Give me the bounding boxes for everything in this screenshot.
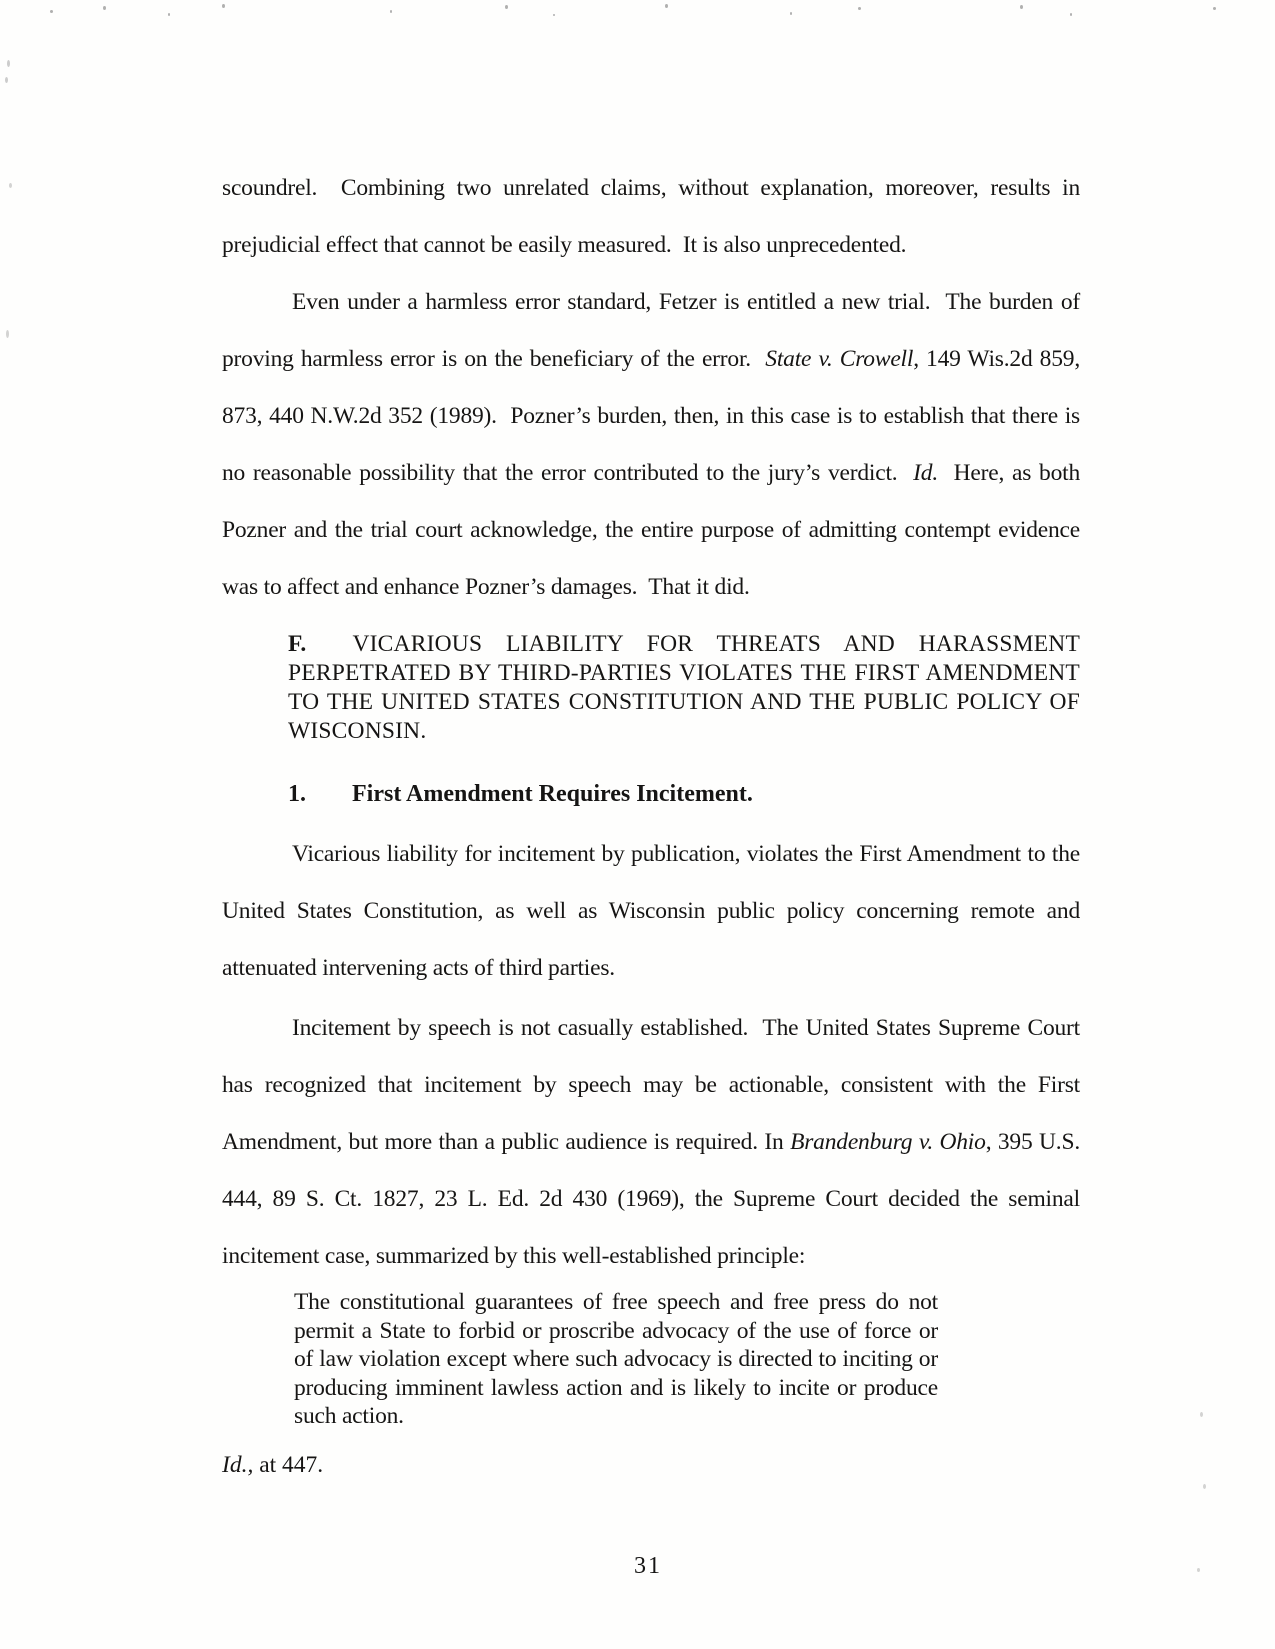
citation-page: at 447.	[253, 1452, 324, 1478]
paragraph-continuation	[222, 160, 1080, 274]
scan-speck	[790, 12, 792, 15]
paragraph-incitement	[222, 1000, 1080, 1285]
scan-speck	[1197, 1568, 1200, 1572]
subsection-heading-text: First Amendment Requires Incitement.	[352, 781, 753, 807]
id-citation: Id.	[913, 460, 938, 486]
scan-speck	[5, 77, 8, 83]
scan-speck	[7, 60, 10, 67]
scan-speck	[6, 330, 9, 338]
scan-speck	[1070, 13, 1072, 16]
section-heading-text: VICARIOUS LIABILITY FOR THREATS AND HARASSMENT PERPETRATED BY THIRD-PARTIES VIOLATES THE FIRST AMENDMENT TO THE UNITED STATES CONSTITUTION AND THE PUBLIC POLICY OF WISCONSIN.	[288, 631, 1080, 744]
paragraph-text: scoundrel. Combining two unrelated claims, without explanation, moreover, results in prejudicial effect that cannot be easily measured. It is also unprecedented.	[222, 175, 1080, 258]
scan-speck	[390, 10, 392, 13]
scan-speck	[222, 4, 225, 8]
paragraph-text: , 395 U.S. 444, 89 S. Ct. 1827, 23 L. Ed. 2d 430 (1969), the Supreme Court decided the seminal incitement case, summarized by this well-established principle:	[222, 1129, 1080, 1269]
scan-speck	[1213, 7, 1216, 10]
paragraph-vicarious-liability	[222, 826, 1080, 997]
scan-speck	[1203, 1484, 1206, 1489]
scan-speck	[858, 7, 861, 10]
scan-speck	[1020, 5, 1023, 9]
paragraph-text: Incitement by speech is not casually established. The United States Supreme Court has recognized that incitement by speech may be actionable, consistent with the First Amendment, but more than a public audience is required. In	[222, 1015, 1080, 1155]
paragraph-harmless-error	[222, 274, 1080, 616]
subsection-heading-label: 1.	[288, 781, 306, 807]
scan-speck	[1200, 1412, 1203, 1417]
section-heading-f	[288, 630, 1080, 746]
case-citation: State v. Crowell	[765, 346, 914, 372]
subsection-heading-1	[288, 779, 1080, 809]
section-heading-label: F.	[288, 631, 307, 657]
citation-line	[222, 1450, 1080, 1480]
paragraph-text: Vicarious liability for incitement by publication, violates the First Amendment to the United States Constitution, as well as Wisconsin public policy concerning remote and attenuated intervening acts of third parties.	[222, 841, 1080, 981]
scan-speck	[9, 183, 12, 188]
paragraph-text: Even under a harmless error standard, Fetzer is entitled a new trial. The burden of proving harmless error is on the beneficiary of the error.	[222, 289, 1080, 372]
scan-speck	[168, 13, 170, 16]
paragraph-text: , 149 Wis.2d 859, 873, 440 N.W.2d 352 (1989). Pozner’s burden, then, in this case is to establish that there is no reasonable possibility that the error contributed to the jury’s verdict.	[222, 346, 1080, 486]
scan-speck	[665, 4, 668, 8]
blockquote-text: The constitutional guarantees of free speech and free press do not permit a State to forbid or proscribe advocacy of the use of force or of law violation except where such advocacy is directed to inciting or producing imminent lawless action and is likely to incite or produce such action.	[294, 1289, 938, 1429]
scan-speck	[553, 14, 555, 16]
scan-speck	[505, 5, 508, 9]
case-citation: Brandenburg v. Ohio	[790, 1129, 986, 1155]
paragraph-text: Here, as both Pozner and the trial court acknowledge, the entire purpose of admitting contempt evidence was to affect and enhance Pozner’s damages. That it did.	[222, 460, 1081, 600]
scan-speck	[103, 6, 106, 10]
page-number: 31	[634, 1553, 662, 1579]
blockquote-brandenburg	[294, 1288, 938, 1431]
scan-speck	[50, 10, 53, 13]
id-citation: Id.,	[222, 1452, 254, 1478]
